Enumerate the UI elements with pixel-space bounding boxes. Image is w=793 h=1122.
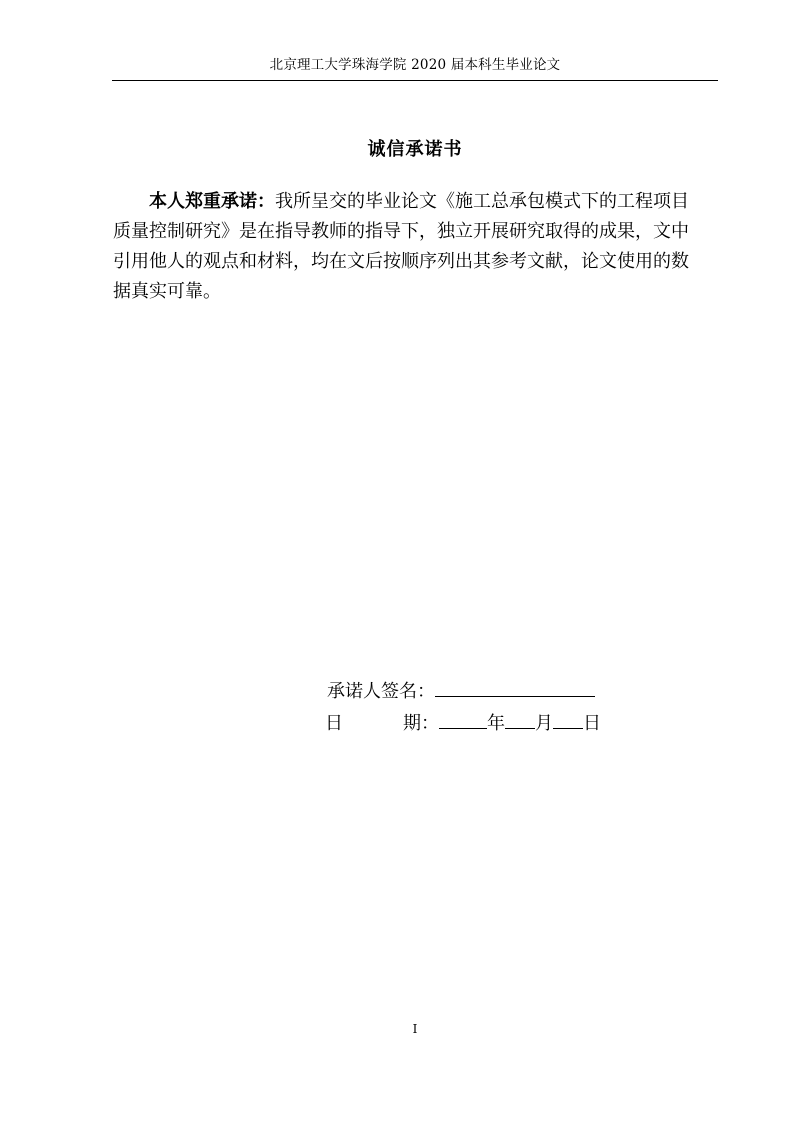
- year-field[interactable]: [439, 708, 487, 729]
- date-row: [325, 708, 601, 738]
- running-header: 北京理工大学珠海学院 2020 届本科生毕业论文: [269, 57, 561, 73]
- page-title: 诚信承诺书: [367, 139, 463, 160]
- pledge-paragraph: [113, 187, 689, 307]
- day-label: 日: [583, 713, 601, 734]
- date-label-qi: 期：: [403, 713, 439, 734]
- pledge-body: 我所呈交的毕业论文《施工总承包模式下的工程项目质量控制研究》是在指导教师的指导下，独立开展研究取得的成果，文中引用他人的观点和材料，均在文后按顺序列出其参考文献，论文使用的数据真实可靠。: [113, 191, 689, 302]
- day-field[interactable]: [553, 708, 583, 729]
- year-label: 年: [487, 713, 505, 734]
- header-rule: [112, 80, 718, 81]
- month-label: 月: [535, 713, 553, 734]
- month-field[interactable]: [505, 708, 535, 729]
- signature-field[interactable]: [435, 676, 595, 697]
- pledge-lead: 本人郑重承诺：: [149, 191, 275, 212]
- date-label-ri: 日: [325, 713, 343, 734]
- page-number: I: [412, 1022, 418, 1036]
- signature-row: [327, 676, 595, 706]
- signature-label: 承诺人签名：: [327, 681, 435, 702]
